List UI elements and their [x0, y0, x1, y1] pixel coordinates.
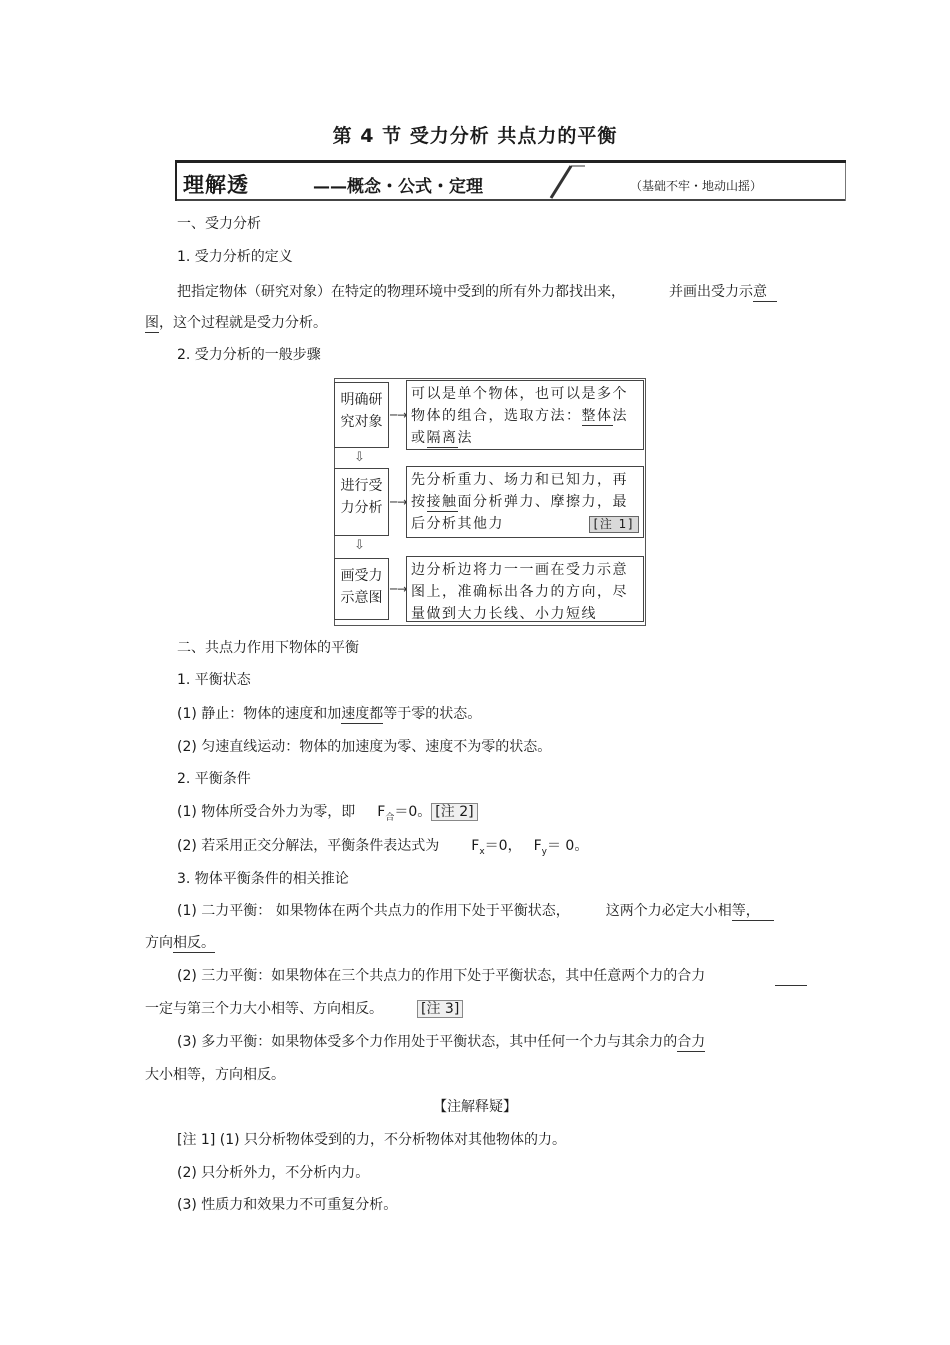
- banner-subtitle: ——概念・公式・定理: [313, 177, 483, 197]
- step-desc-2: 先分析重力、场力和已知力，再按接触面分析弹力、摩擦力，最后分析其他力 [注 1]: [406, 466, 644, 538]
- right-arrow-icon: ─→: [390, 495, 408, 509]
- note-marker: [注 2]: [431, 803, 477, 821]
- s3-p1-line1: (1) 二力平衡： 如果物体在两个共点力的作用下处于平衡状态， 这两个力必定大小相等，: [177, 901, 774, 921]
- step-desc-3: 边分析边将力一一画在受力示意图上，准确标出各力的方向，尽量做到大力长线、小力短线: [406, 556, 644, 622]
- item1-title: 1. 受力分析的定义: [177, 249, 293, 265]
- note-badge: [注 1]: [589, 516, 639, 533]
- banner-tag: （基础不牢・地动山摇）: [630, 179, 763, 193]
- item2-title: 2. 受力分析的一般步骤: [177, 347, 321, 363]
- s2-title: 2. 平衡条件: [177, 771, 251, 787]
- s3-title: 3. 物体平衡条件的相关推论: [177, 871, 349, 887]
- section1-heading: 一、受力分析: [177, 216, 261, 232]
- s1-p2: (2) 匀速直线运动：物体的加速度为零、速度不为零的状态。: [177, 739, 552, 755]
- item1-paragraph-line1: 把指定物体（研究对象）在特定的物理环境中受到的所有外力都找出来， 并画出受力示意: [177, 282, 777, 302]
- step-box-1: 明确研究对象: [334, 382, 389, 448]
- note-3: (3) 性质力和效果力不可重复分析。: [177, 1197, 398, 1213]
- step-desc-1: 可以是单个物体，也可以是多个物体的组合，选取方法：整体法或隔离法: [406, 380, 644, 450]
- s3-p2-line1: (2) 三力平衡：如果物体在三个共点力的作用下处于平衡状态，其中任意两个力的合力: [177, 968, 706, 984]
- notes-heading: 【注解释疑】: [433, 1099, 517, 1115]
- step-box-3: 画受力示意图: [334, 558, 389, 620]
- page-title: 第 4 节 受力分析 共点力的平衡: [332, 125, 618, 147]
- step-box-2: 进行受力分析: [334, 468, 389, 536]
- down-arrow-icon: ⇩: [354, 450, 365, 465]
- item1-paragraph-line2: 图，这个过程就是受力分析。: [145, 315, 327, 331]
- down-arrow-icon: ⇩: [354, 538, 365, 553]
- s1-p1: (1) 静止：物体的速度和加速度都等于零的状态。: [177, 706, 482, 722]
- s3-p3-line1: (3) 多力平衡：如果物体受多个力作用处于平衡状态，其中任何一个力与其余力的合力: [177, 1034, 706, 1050]
- right-arrow-icon: ─→: [390, 408, 408, 422]
- force-analysis-flowchart: [334, 378, 646, 626]
- s2-p2: (2) 若采用正交分解法，平衡条件表达式为 $F_x=0$， $F_y= 0$。: [177, 838, 589, 857]
- section2-heading: 二、共点力作用下物体的平衡: [177, 640, 359, 656]
- section-banner: [175, 160, 846, 204]
- note-marker: [注 3]: [417, 1000, 463, 1018]
- blank-underline: [775, 985, 807, 986]
- right-arrow-icon: ─→: [390, 582, 408, 596]
- note-1: [注 1] (1) 只分析物体受到的力，不分析物体对其他物体的力。: [177, 1132, 567, 1148]
- s1-title: 1. 平衡状态: [177, 672, 251, 688]
- banner-heading: 理解透: [183, 173, 249, 197]
- s3-p3-line2: 大小相等，方向相反。: [145, 1067, 285, 1083]
- slash-decoration-icon: [545, 164, 585, 200]
- s3-p2-line2: 一定与第三个力大小相等、方向相反。 [注 3]: [145, 999, 463, 1019]
- s2-p1: (1) 物体所受合外力为零，即 $F_合=0$。 [注 2]: [177, 802, 478, 828]
- note-2: (2) 只分析外力，不分析内力。: [177, 1165, 370, 1181]
- s3-p1-line2: 方向相反。: [145, 935, 215, 951]
